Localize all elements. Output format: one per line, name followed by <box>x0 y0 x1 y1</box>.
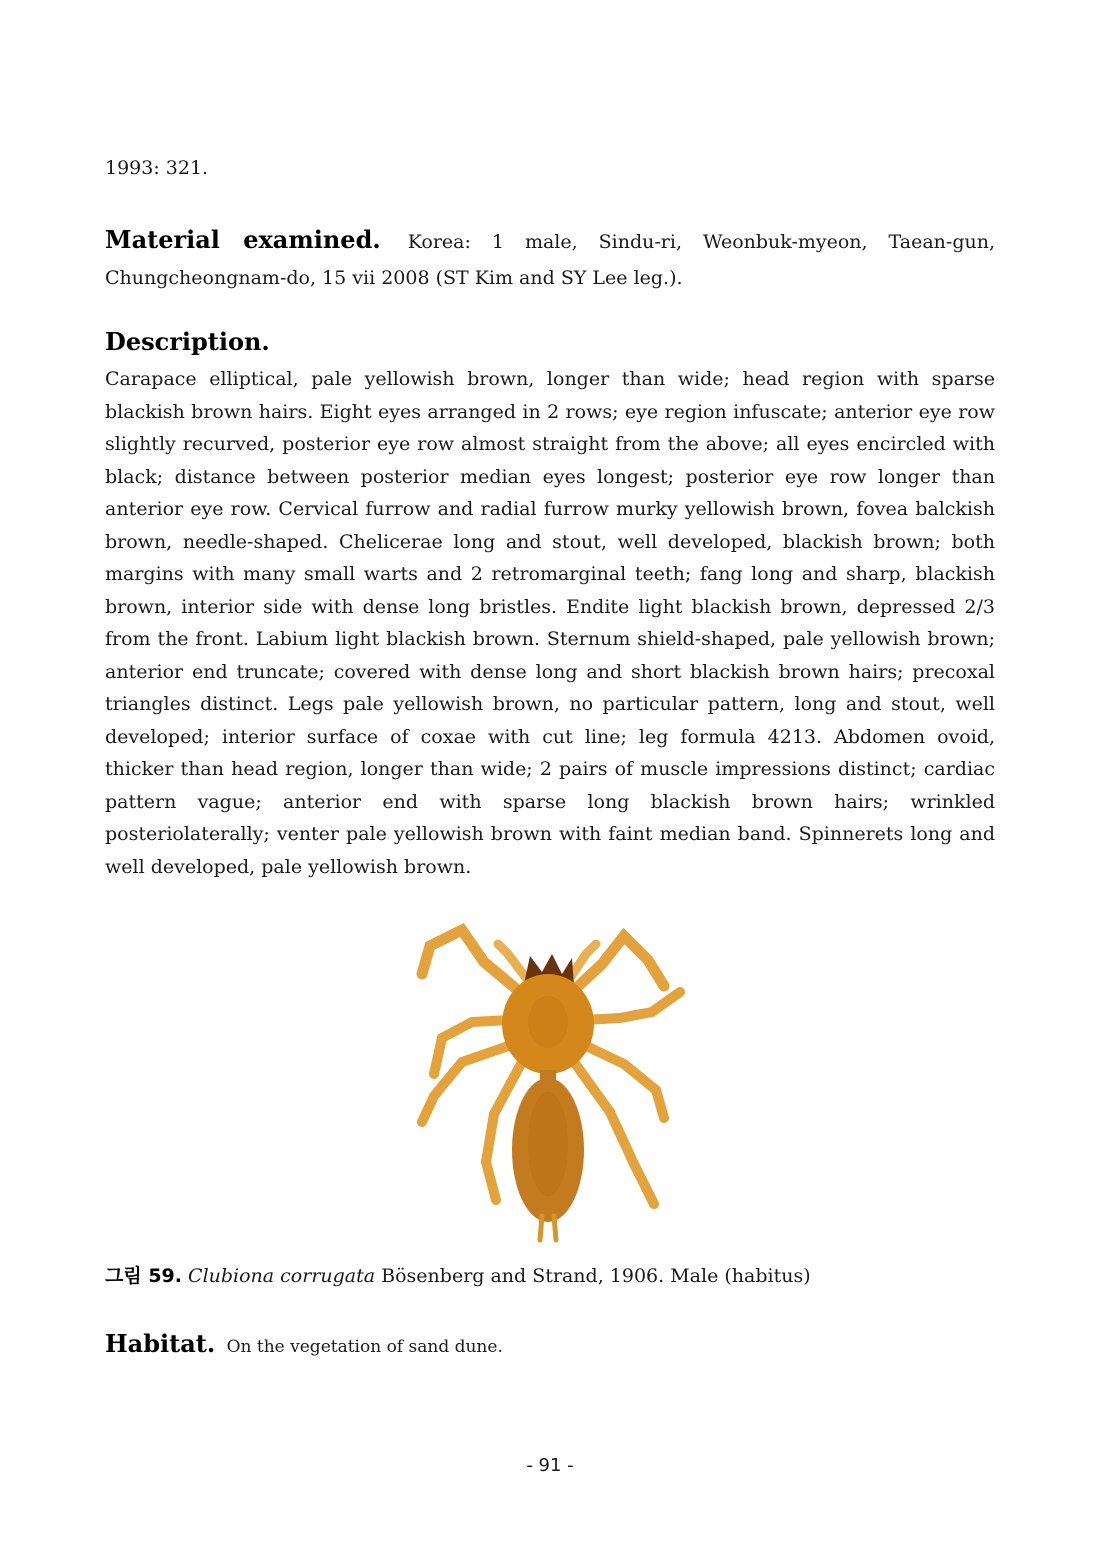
material-examined-heading: Material examined. <box>105 225 381 254</box>
carapace-center <box>528 996 568 1048</box>
description-heading: Description. <box>105 327 270 356</box>
figure-caption <box>105 1262 811 1290</box>
material-examined-paragraph <box>105 222 995 296</box>
spider-illustration <box>402 914 698 1254</box>
spider-habitus-photo <box>402 914 698 1254</box>
habitat-heading: Habitat. <box>105 1329 216 1358</box>
figure-label: 그림 59. <box>105 1265 182 1287</box>
habitat-text: On the vegetation of sand dune. <box>226 1337 503 1357</box>
figure-species-name: Clubiona corrugata <box>188 1265 376 1287</box>
reference-line: 1993: 321. <box>105 157 209 179</box>
figure-caption-rest: Bösenberg and Strand, 1906. Male (habitus) <box>381 1265 811 1287</box>
description-text: Carapace elliptical, pale yellowish brown, longer than wide; head region with sparse blackish brown hairs. Eight eyes arranged in 2 rows; eye region infuscate; anterior eye row slightly recurved, posterior eye row almost straight from the above; all eyes encircled with black; distance between posterior median eyes longest; posterior eye row longer than anterior eye row. Cervical furrow and radial furrow murky yellowish brown, fovea balckish brown, needle-shaped. Chelicerae long and stout, well developed, blackish brown; both margins with many small warts and 2 retromarginal teeth; fang long and sharp, blackish brown, interior side with dense long bristles. Endite light blackish brown, depressed 2/3 from the front. Labium light blackish brown. Sternum shield-shaped, pale yellowish brown; anterior end truncate; covered with dense long and short blackish brown hairs; precoxal triangles distinct. Legs pale yellowish brown, no particular pattern, long and stout, well developed; interior surface of coxae with cut line; leg formula 4213. Abdomen ovoid, thicker than head region, longer than wide; 2 pairs of muscle impressions distinct; cardiac pattern vague; anterior end with sparse long blackish brown hairs; wrinkled posteriolaterally; venter pale yellowish brown with faint median band. Spinnerets long and well developed, pale yellowish brown. <box>105 368 995 878</box>
page-number: - 91 - <box>526 1455 574 1476</box>
habitat-paragraph <box>105 1328 503 1363</box>
material-examined-text: Korea: 1 male, Sindu-ri, Weonbuk-myeon, Taean-gun, Chungcheongnam-do, 15 vii 2008 (ST Kim and SY Lee leg.). <box>105 231 995 289</box>
abdomen-cardiac-area <box>528 1092 568 1196</box>
